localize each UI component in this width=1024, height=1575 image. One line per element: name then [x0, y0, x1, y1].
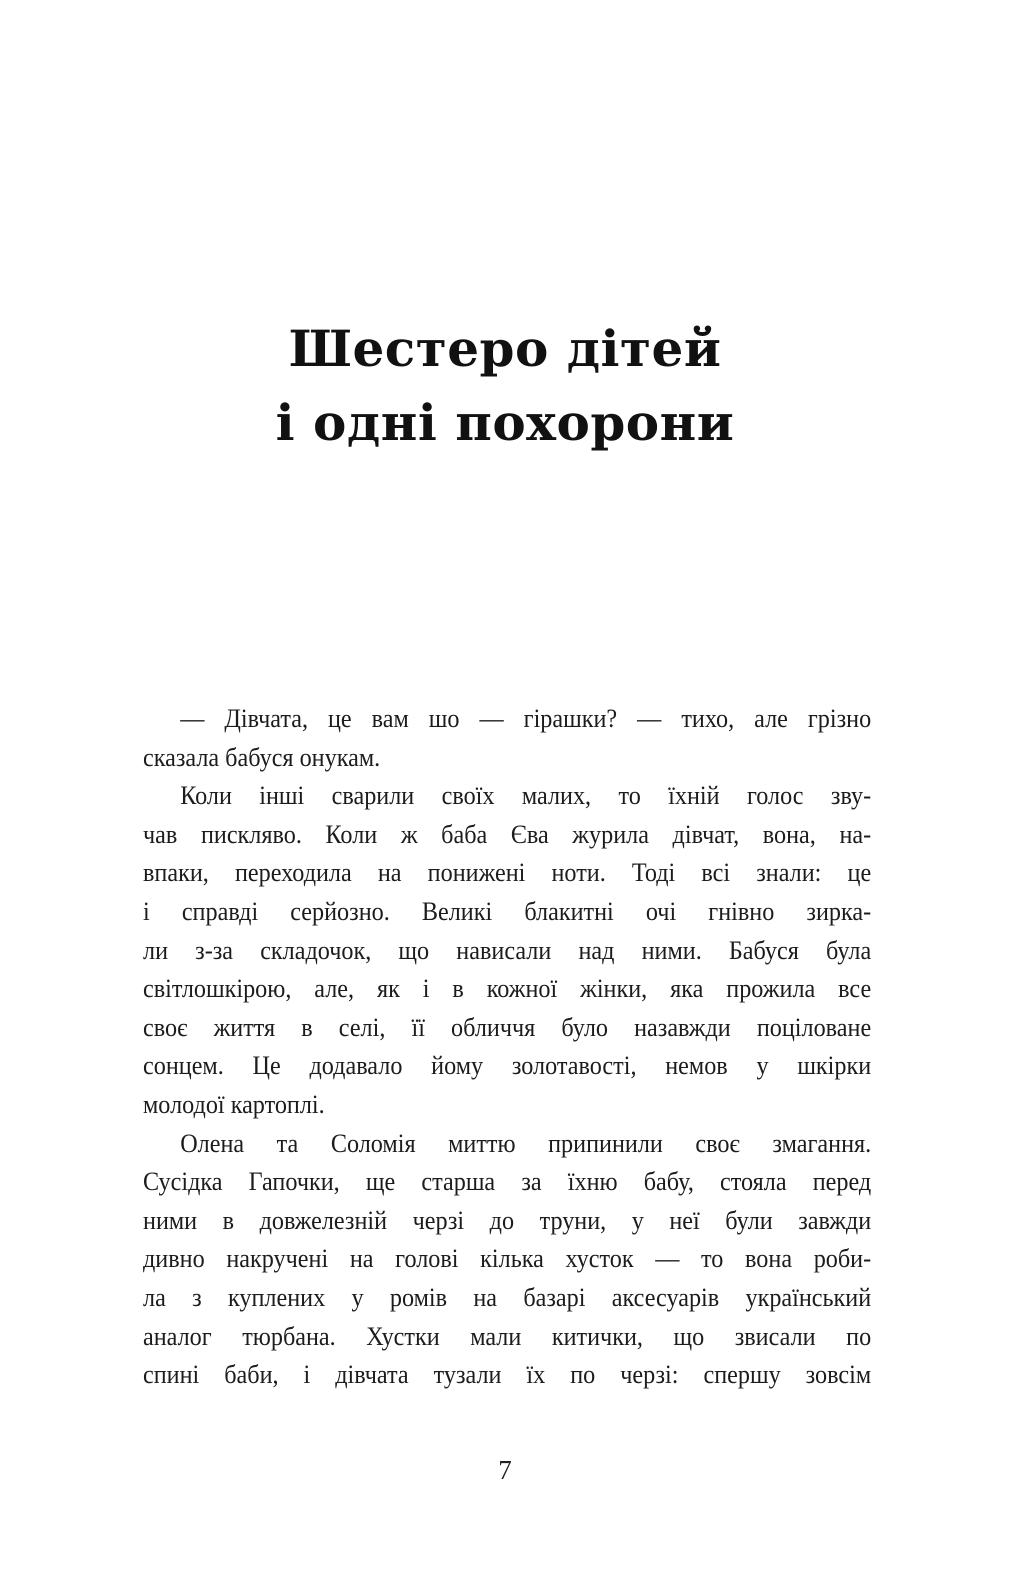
body-text-line: молодої картоплі.: [143, 1089, 325, 1119]
body-text-line: сказала бабуся онукам.: [143, 742, 381, 772]
body-text-line: дивно накручені на голові кілька хусток — то вона роби-: [143, 1244, 872, 1274]
body-text-line: чав пискляво. Коли ж баба Єва журила дівчат, вона, на-: [143, 819, 872, 849]
body-text-line: своє життя в селі, її обличчя було назавжди поціловане: [143, 1012, 872, 1042]
body-text-line: впаки, переходила на понижені ноти. Тоді всі знали: це: [143, 858, 872, 888]
body-text-line: Олена та Соломія миттю припинили своє змагання.: [180, 1128, 872, 1158]
body-text-line: ла з куплених у ромів на базарі аксесуарів український: [143, 1282, 872, 1312]
body-text-line: аналог тюрбана. Хустки мали китички, що звисали по: [143, 1321, 872, 1351]
body-text-line: ли з-за складочок, що нависали над ними. Бабуся була: [143, 935, 872, 965]
chapter-title-line-2: і одні похорони: [275, 393, 735, 452]
chapter-body-text: [143, 700, 871, 1395]
page-number: 7: [498, 1455, 512, 1485]
body-text-line: і справді серйозно. Великі блакитні очі гнівно зирка-: [143, 896, 872, 926]
body-text-line: ними в довжелезній черзі до труни, у неї були завжди: [143, 1205, 872, 1235]
body-text-line: Сусідка Гапочки, ще старша за їхню бабу, стояла перед: [143, 1167, 872, 1197]
body-text-line: Коли інші сварили своїх малих, то їхній голос зву-: [180, 781, 872, 811]
body-text-line: — Дівчата, це вам шо — гірашки? — тихо, але грізно: [180, 704, 872, 733]
body-text-line: спині баби, і дівчата тузали їх по черзі: спершу зовсім: [143, 1360, 872, 1390]
body-text-line: світлошкірою, але, як і в кожної жінки, яка прожила все: [143, 974, 872, 1004]
chapter-title-line-1: Шестеро дітей: [288, 319, 722, 378]
chapter-title: [0, 312, 1010, 460]
body-text-line: сонцем. Це додавало йому золотавості, немов у шкірки: [143, 1051, 872, 1081]
